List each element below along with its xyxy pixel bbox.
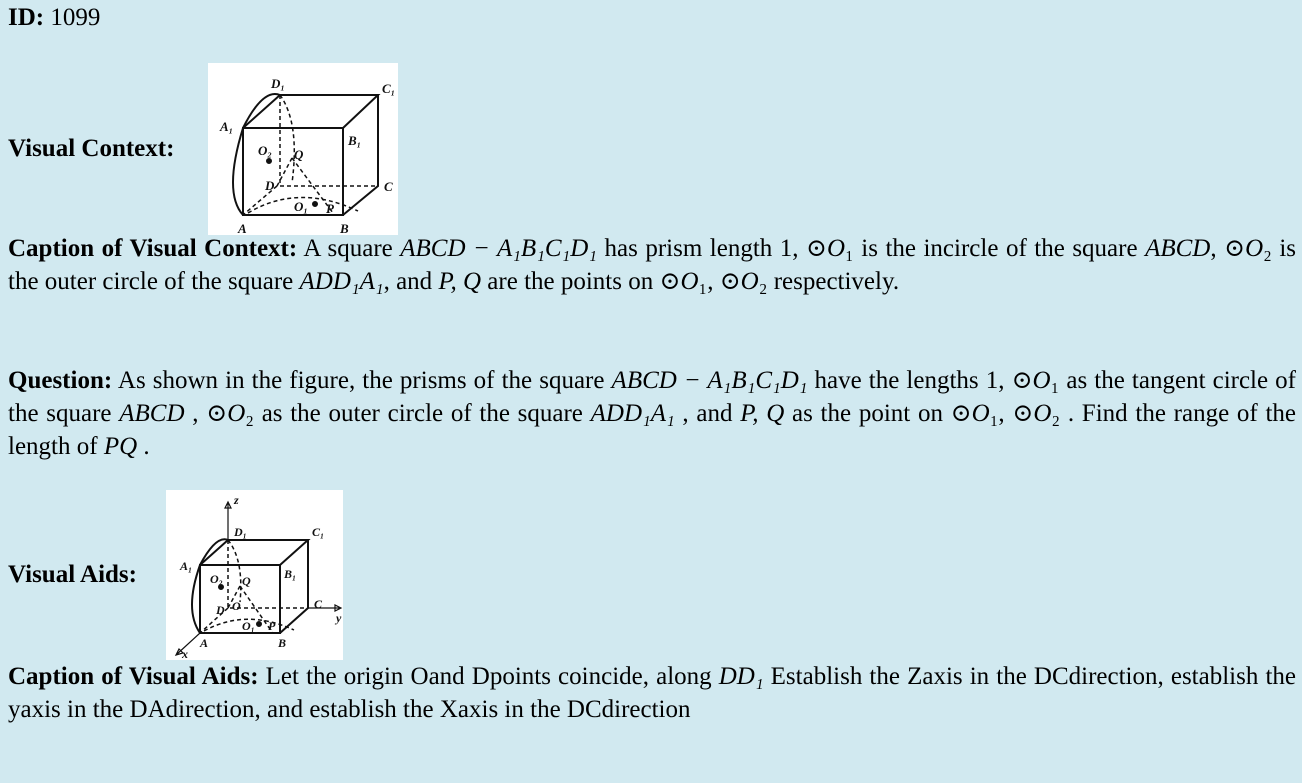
visual-aids-label: Visual Aids: — [8, 561, 137, 588]
math-text: P, Q — [438, 268, 482, 295]
visual-context-figure — [208, 63, 398, 235]
label-A: A — [200, 636, 209, 650]
math-text: PQ — [103, 433, 138, 460]
label-B: B — [278, 636, 287, 650]
text-segment: ₂ respectively. — [758, 268, 900, 295]
visual-aids-row — [8, 490, 343, 660]
visual-context-row — [8, 63, 398, 235]
label-D: D — [216, 603, 225, 617]
math-text: O — [1033, 400, 1052, 427]
math-text: O — [1032, 367, 1051, 394]
math-text: ADD₁A₁ — [299, 268, 384, 295]
label-O2: O₂ — [258, 143, 272, 158]
math-text: P, Q — [740, 400, 785, 427]
label-C: C — [384, 179, 393, 194]
id-label: ID: — [8, 4, 45, 31]
text-segment: ₁, ⊙ — [698, 268, 741, 295]
math-text: O — [1245, 235, 1264, 262]
text-segment: Establish the Zaxis in the DCdirection, establish the yaxis in the DAdirection, and establish the Xaxis in the DCdirection — [8, 663, 1296, 723]
text-segment: has prism length 1, ⊙ — [597, 235, 827, 262]
caption-aids-label: Caption of Visual Aids: — [8, 663, 259, 690]
visual-context-label: Visual Context: — [8, 135, 175, 162]
label-P: P — [326, 201, 334, 216]
math-text: O — [740, 268, 759, 295]
text-segment: ₂ as the outer circle of the square — [245, 400, 591, 427]
text-segment: ₁ as the tangent circle of the square — [8, 367, 1297, 427]
label-A1: A₁ — [220, 119, 234, 134]
text-segment: ₂ is the outer circle of the square — [8, 235, 1297, 295]
visual-aids-figure — [166, 490, 343, 660]
label-Q: Q — [294, 147, 304, 162]
math-text: ADD₁A₁ — [590, 400, 675, 427]
text-segment: A square — [297, 235, 401, 262]
math-text: ABCD — [1145, 235, 1211, 262]
math-text: DD₁ — [718, 663, 764, 690]
caption-visual-aids — [8, 660, 1296, 726]
text-segment: , ⊙ — [1210, 235, 1246, 262]
question-label: Question: — [8, 367, 113, 394]
text-segment: , ⊙ — [184, 400, 228, 427]
math-text: O — [680, 268, 699, 295]
math-text: ABCD − A₁B₁C₁D₁ — [611, 367, 808, 394]
text-segment: . — [137, 433, 150, 460]
text-segment: Let the origin Oand Dpoints coincide, along — [258, 663, 719, 690]
text-segment: as the point on ⊙ — [784, 400, 972, 427]
label-O: O — [232, 599, 241, 613]
label-O1: O₁ — [294, 199, 308, 214]
text-segment: ₁, ⊙ — [989, 400, 1034, 427]
label-O2: O₂ — [210, 572, 223, 586]
label-O1: O₁ — [242, 619, 255, 633]
label-A1: A₁ — [180, 559, 193, 573]
text-segment: , and — [674, 400, 741, 427]
text-segment: have the lengths 1, ⊙ — [807, 367, 1033, 394]
axis-label-y: y — [336, 611, 342, 625]
text-segment: As shown in the figure, the prisms of the square — [112, 367, 612, 394]
axis-label-x: x — [182, 647, 188, 660]
label-C1: C₁ — [382, 81, 396, 96]
id-line — [8, 4, 100, 32]
label-D1: D₁ — [234, 525, 247, 539]
label-D1: D₁ — [271, 76, 285, 91]
label-P: P — [268, 619, 276, 633]
axis-label-z: z — [234, 493, 239, 507]
math-text: O — [227, 400, 246, 427]
math-text: O — [971, 400, 990, 427]
math-text: ABCD − A₁B₁C₁D₁ — [400, 235, 597, 262]
text-segment: ₁ is the incircle of the square — [845, 235, 1146, 262]
id-value: 1099 — [50, 4, 101, 31]
label-Q: Q — [242, 574, 251, 588]
caption-context-label: Caption of Visual Context: — [8, 235, 298, 262]
label-B1: B₁ — [348, 133, 362, 148]
label-D: D — [265, 178, 275, 193]
text-segment: , and — [383, 268, 439, 295]
label-A: A — [238, 221, 247, 235]
label-B1: B₁ — [284, 567, 297, 581]
math-text: O — [826, 235, 846, 262]
label-C: C — [314, 597, 323, 611]
label-B: B — [340, 221, 349, 235]
text-segment: ₂ . Find the range of the length of — [8, 400, 1296, 460]
question — [8, 364, 1296, 463]
caption-visual-context — [8, 232, 1296, 298]
label-C1: C₁ — [312, 525, 325, 539]
text-segment: are the points on ⊙ — [481, 268, 681, 295]
math-text: ABCD — [119, 400, 185, 427]
